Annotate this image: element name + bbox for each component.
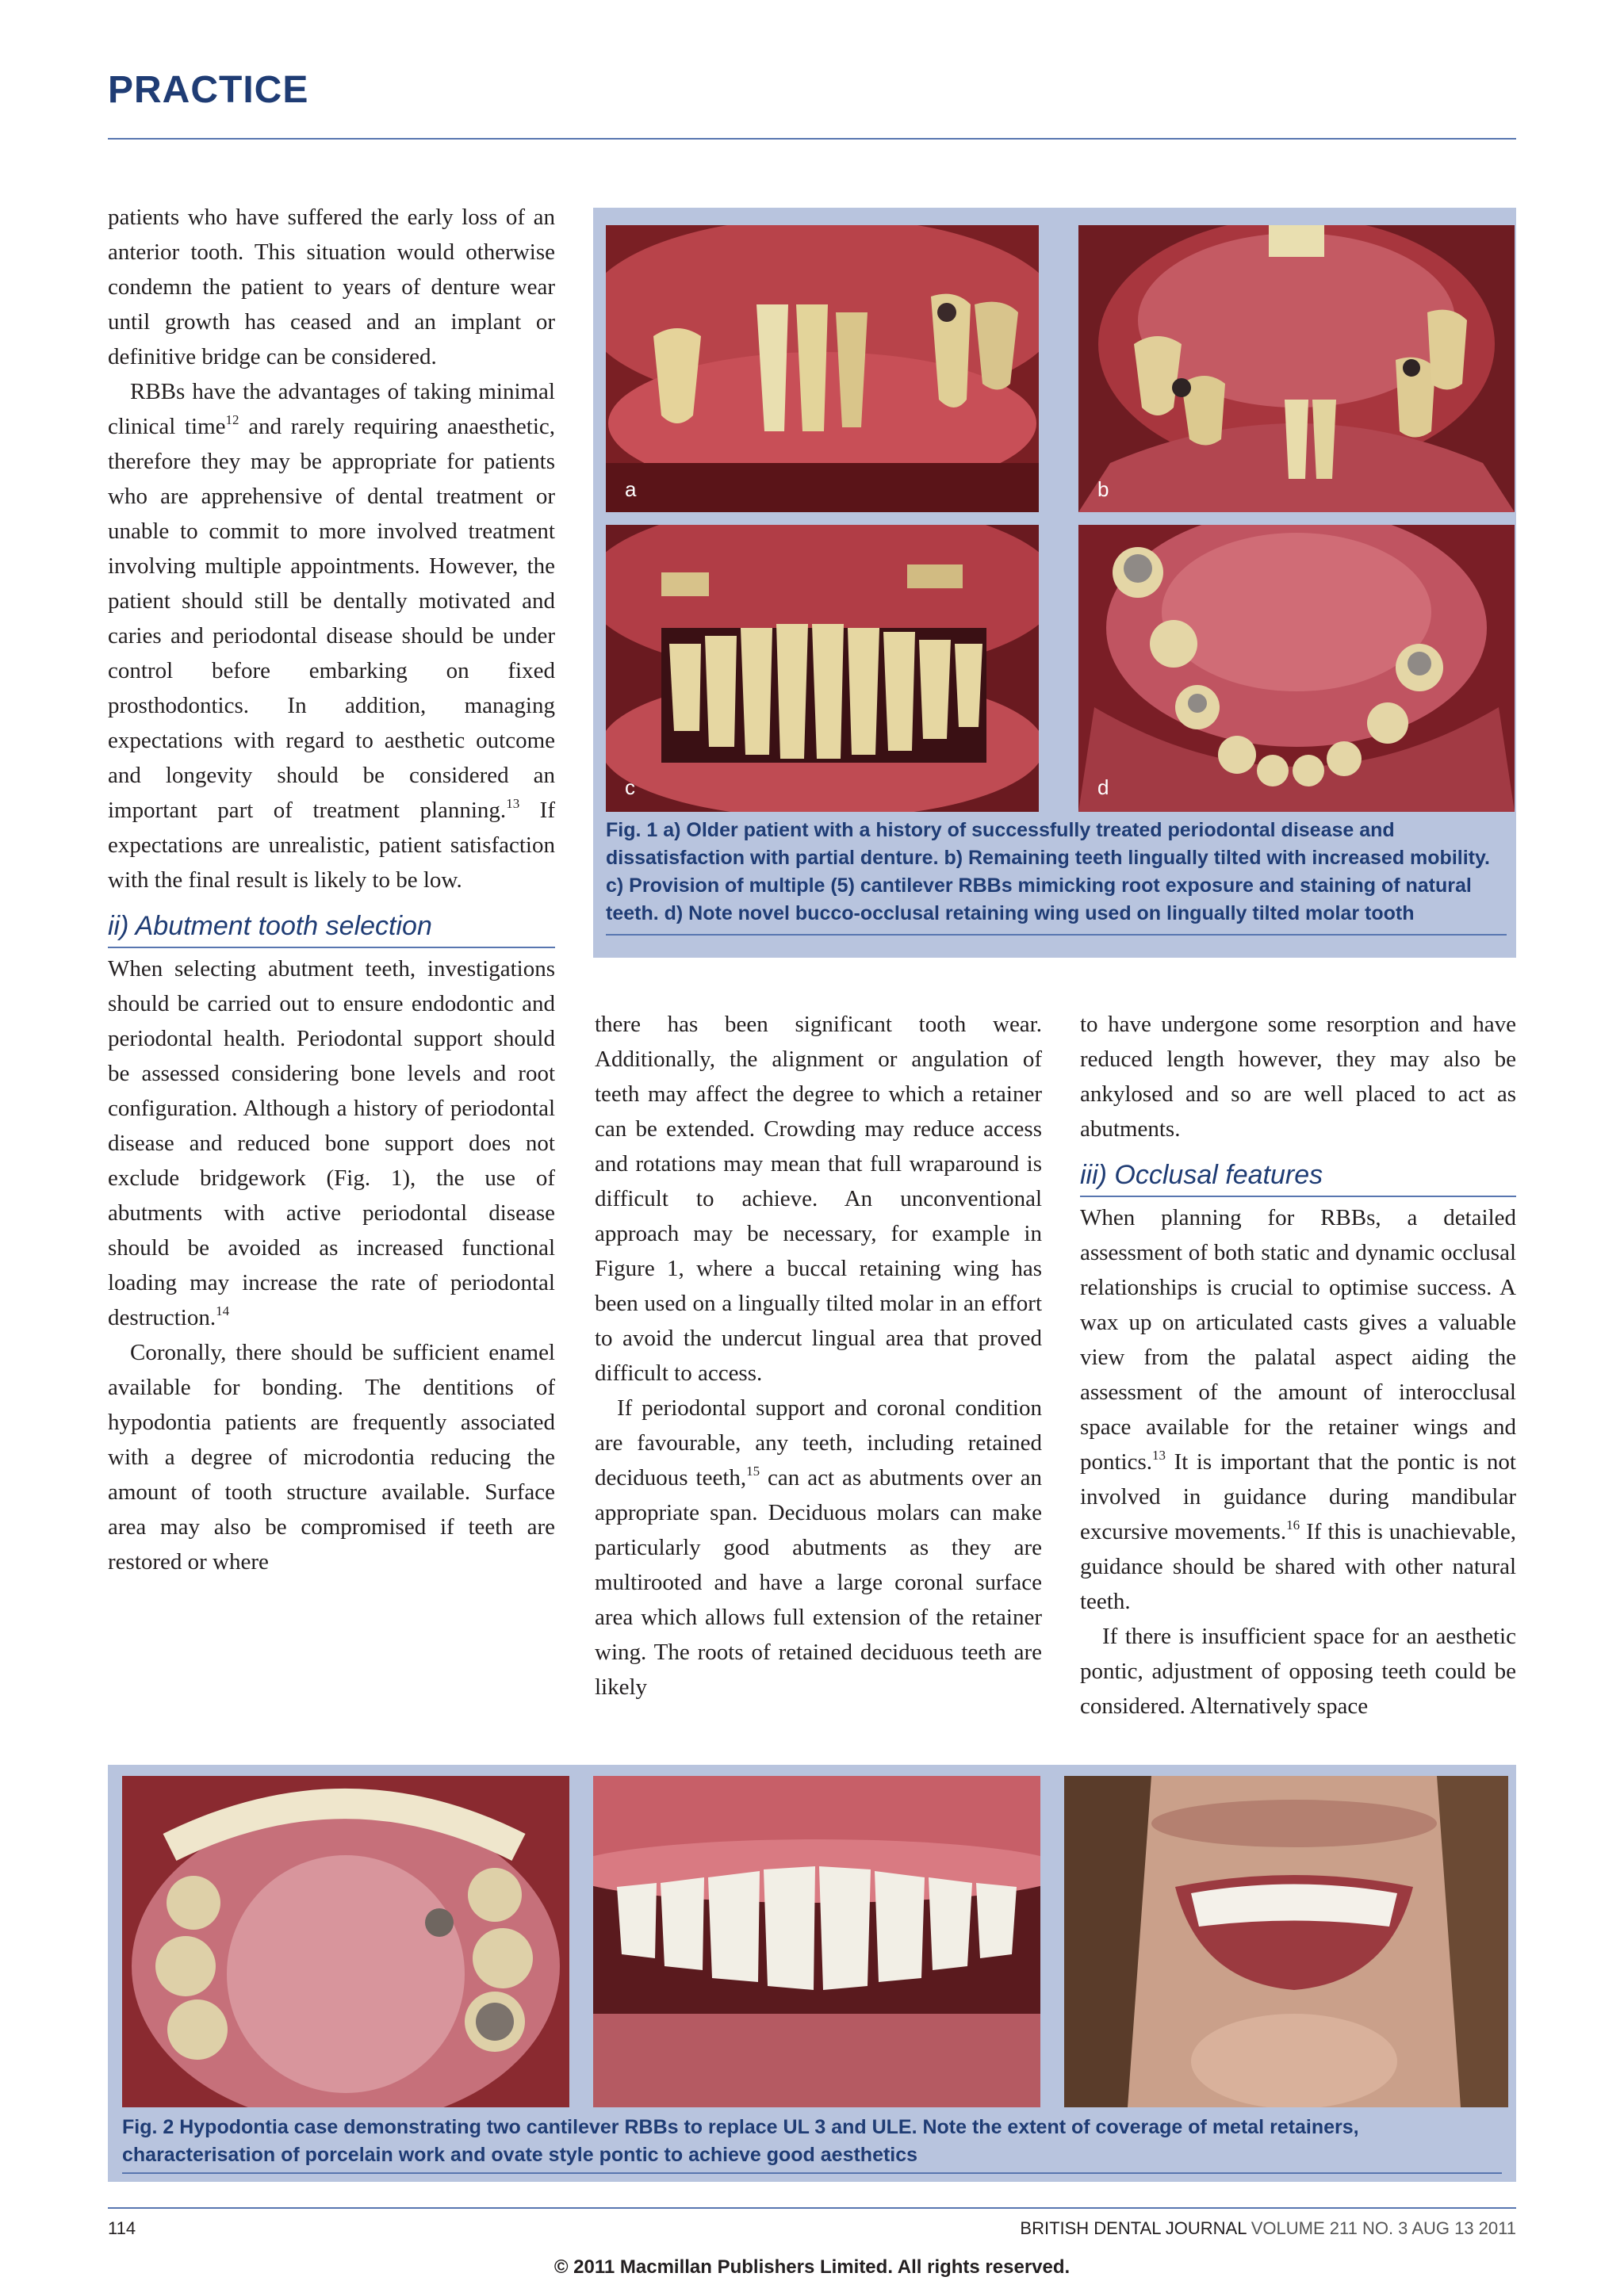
figure-2-photo-frontal bbox=[593, 1776, 1040, 2107]
panel-label-c: c bbox=[625, 775, 635, 799]
journal-issue: VOLUME 211 NO. 3 AUG 13 2011 bbox=[1251, 2218, 1516, 2238]
reference: 13 bbox=[1152, 1448, 1166, 1463]
section-heading: PRACTICE bbox=[108, 69, 309, 111]
paragraph: If periodontal support and coronal condition are favourable, any teeth, including retained deciduous teeth,$^{15}$ can act as abutments over an appropriate span. Deciduous molars can make particularly good abutments as they are multirooted and have a large coronal surface area which allows full extension of the retainer wing. The roots of retained deciduous teeth are likely bbox=[595, 1395, 1042, 1700]
header-rule bbox=[108, 138, 1516, 140]
reference: 13 bbox=[506, 796, 520, 811]
paragraph: to have undergone some resorption and have reduced length however, they may also be ankylosed and so are well placed to act as abutments. bbox=[1080, 1012, 1516, 1142]
paragraph: patients who have suffered the early loss of an anterior tooth. This situation would otherwise condemn the patient to years of denture wear until growth has ceased and an implant or definitive bridge can be considered. bbox=[108, 205, 555, 369]
paragraph: there has been significant tooth wear. Additionally, the alignment or angulation of teeth may affect the degree to which a retainer can be extended. Crowding may reduce access and rotations may mean that full wraparound is difficult to achieve. An unconventional approach may be necessary, for example in Figure 1, where a buccal retaining wing has been used on a lingually tilted molar in an effort to avoid the undercut lingual area that proved difficult to access. bbox=[595, 1012, 1042, 1386]
panel-label-d: d bbox=[1097, 775, 1109, 799]
text-column-3 bbox=[1080, 1007, 1516, 1724]
reference: 14 bbox=[216, 1303, 230, 1318]
paragraph: RBBs have the advantages of taking minimal clinical time$^{12}$ and rarely requiring anaesthetic, therefore they may be appropriate for patients who are apprehensive of dental treatment or unable to commit to more involved treatment involving multiple appointments. However, the patient should still be dentally motivated and caries and periodontal disease should be under control before embarking on fixed prosthodontics. In addition, managing expectations with regard to aesthetic outcome and longevity should be considered an important part of treatment planning.$^{13}$ If expectations are unrealistic, patient satisfaction with the final result is likely to be low. bbox=[108, 379, 555, 893]
figure-1d-photo bbox=[1078, 525, 1515, 812]
paragraph: Coronally, there should be sufficient enamel available for bonding. The dentitions of hypodontia patients are frequently associated with a degree of microdontia reducing the amount of tooth structure available. Surface area may also be compromised if teeth are restored or where bbox=[108, 1340, 555, 1575]
figure-1-caption: Fig. 1 a) Older patient with a history of successfully treated periodontal disease and dissatisfaction with partial denture. b) Remaining teeth lingually tilted with increased mobility. c) Provision of multiple (5) cantilever RBBs mimicking root exposure and staining of natural teeth. d) Note novel bucco-occlusal retaining wing used on lingually tilted molar tooth bbox=[606, 819, 1490, 924]
reference: 16 bbox=[1286, 1517, 1300, 1533]
figure-1b-photo bbox=[1078, 225, 1515, 512]
figure-1-caption-rule bbox=[606, 934, 1507, 936]
figure-2-caption: Fig. 2 Hypodontia case demonstrating two cantilever RBBs to replace UL 3 and ULE. Note the extent of coverage of metal retainers, characterisation of porcelain work and ovate style pontic to achieve good aesthetics bbox=[122, 2116, 1359, 2166]
paragraph: When selecting abutment teeth, investigations should be carried out to ensure endodontic and periodontal health. Periodontal support should be assessed considering bone levels and root configuration. Although a history of periodontal disease and reduced bone support does not exclude bridgework (Fig. 1), the use of abutments with active periodontal disease should be avoided as increased functional loading may increase the rate of periodontal destruction.$^{14}$ bbox=[108, 956, 555, 1330]
text-column-1 bbox=[108, 200, 555, 1579]
journal-name: BRITISH DENTAL JOURNAL bbox=[1020, 2218, 1247, 2238]
reference: 15 bbox=[746, 1464, 760, 1479]
panel-label-b: b bbox=[1097, 477, 1109, 501]
figure-1c-photo bbox=[606, 525, 1039, 812]
figure-2-caption-rule bbox=[122, 2172, 1502, 2174]
journal-info bbox=[1020, 2218, 1516, 2239]
subheading-abutment-selection: ii) Abutment tooth selection bbox=[108, 909, 555, 948]
page-number: 114 bbox=[108, 2218, 136, 2238]
subheading-occlusal-features: iii) Occlusal features bbox=[1080, 1158, 1516, 1197]
figure-2-photo-smile bbox=[1064, 1776, 1508, 2107]
figure-1a-photo bbox=[606, 225, 1039, 512]
panel-label-a: a bbox=[625, 477, 637, 501]
footer-rule bbox=[108, 2207, 1516, 2209]
text-column-2 bbox=[595, 1007, 1042, 1705]
reference: 12 bbox=[225, 412, 239, 427]
figure-2-photo-palatal bbox=[122, 1776, 569, 2107]
paragraph: When planning for RBBs, a detailed assessment of both static and dynamic occlusal relationships is crucial to optimise success. A wax up on articulated casts gives a valuable view from the palatal aspect aiding the assessment of the amount of interocclusal space available for the retainer wings and pontics.$^{13}$ It is important that the pontic is not involved in guidance during mandibular excursive movements.$^{16}$ If this is unachievable, guidance should be shared with other natural teeth. bbox=[1080, 1205, 1516, 1614]
copyright-notice: © 2011 Macmillan Publishers Limited. All rights reserved. bbox=[553, 2256, 1071, 2278]
paragraph: If there is insufficient space for an aesthetic pontic, adjustment of opposing teeth could be considered. Alternatively space bbox=[1080, 1624, 1516, 1719]
